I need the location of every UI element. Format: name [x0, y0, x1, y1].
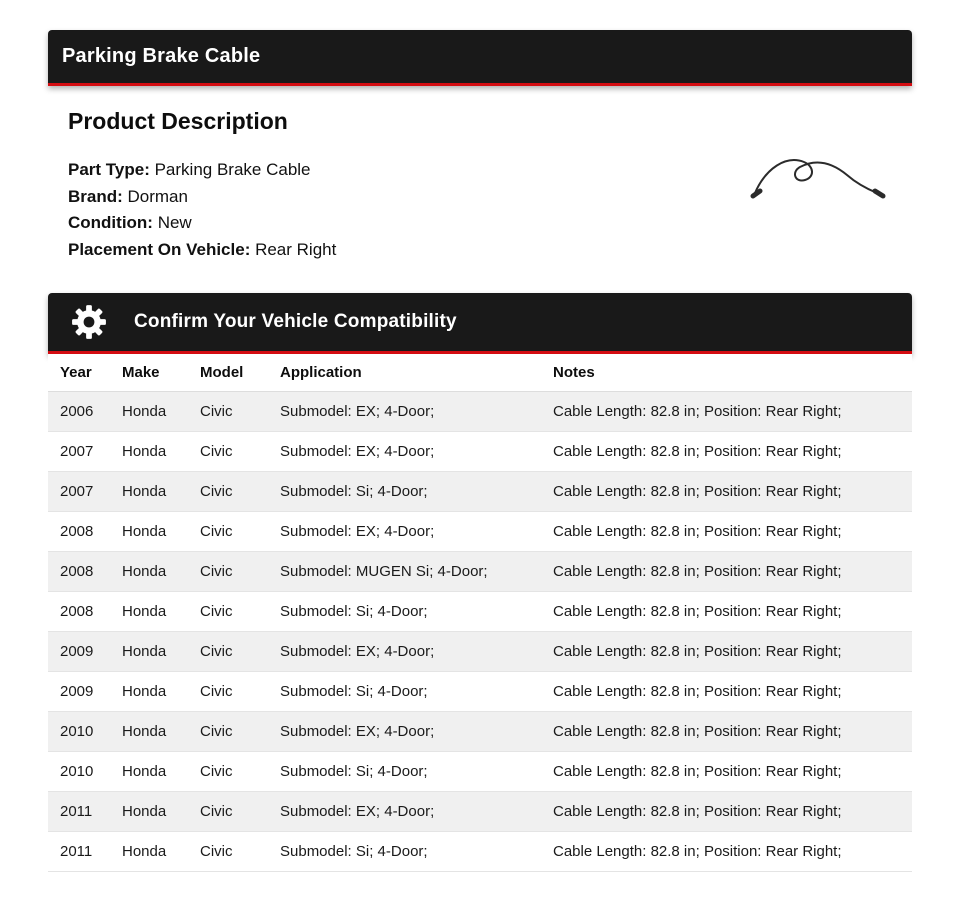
table-row [48, 832, 912, 872]
description-section [48, 30, 912, 263]
table-cell: Civic [188, 592, 268, 632]
table-header-row [48, 354, 912, 392]
table-cell: Cable Length: 82.8 in; Position: Rear Right; [541, 432, 912, 472]
table-cell: Civic [188, 432, 268, 472]
table-row [48, 472, 912, 512]
cable-line-art-icon [748, 146, 888, 212]
column-header: Model [188, 354, 268, 392]
table-cell: Honda [110, 512, 188, 552]
gear-icon [70, 303, 108, 341]
table-cell: 2009 [48, 632, 110, 672]
table-cell: Submodel: EX; 4-Door; [268, 632, 541, 672]
table-cell: 2008 [48, 592, 110, 632]
table-cell: 2007 [48, 472, 110, 512]
product-field [68, 210, 912, 237]
table-cell: 2010 [48, 712, 110, 752]
table-cell: Submodel: EX; 4-Door; [268, 792, 541, 832]
column-header: Make [110, 354, 188, 392]
product-field-value: Rear Right [255, 239, 337, 259]
table-cell: Civic [188, 552, 268, 592]
title-bar [48, 30, 912, 86]
product-field-label: Condition: [68, 213, 158, 232]
table-cell: Submodel: Si; 4-Door; [268, 832, 541, 872]
table-row [48, 792, 912, 832]
table-cell: 2008 [48, 552, 110, 592]
table-cell: Civic [188, 712, 268, 752]
product-field-label: Placement On Vehicle: [68, 239, 256, 259]
table-cell: Submodel: Si; 4-Door; [268, 672, 541, 712]
table-cell: 2011 [48, 832, 110, 872]
product-field [68, 237, 912, 264]
table-cell: Honda [110, 432, 188, 472]
product-field-label: Brand: [68, 186, 128, 206]
table-row [48, 432, 912, 472]
column-header: Notes [541, 354, 912, 392]
table-row [48, 592, 912, 632]
table-cell: Cable Length: 82.8 in; Position: Rear Right; [541, 632, 912, 672]
table-cell: Submodel: EX; 4-Door; [268, 712, 541, 752]
table-cell: 2008 [48, 512, 110, 552]
table-cell: Cable Length: 82.8 in; Position: Rear Right; [541, 592, 912, 632]
table-cell: Civic [188, 672, 268, 712]
table-cell: Submodel: MUGEN Si; 4-Door; [268, 552, 541, 592]
table-cell: Civic [188, 832, 268, 872]
column-header: Application [268, 354, 541, 392]
table-cell: Civic [188, 472, 268, 512]
page-title: Parking Brake Cable [62, 45, 261, 67]
table-cell: Civic [188, 632, 268, 672]
table-cell: Cable Length: 82.8 in; Position: Rear Right; [541, 552, 912, 592]
table-cell: Cable Length: 82.8 in; Position: Rear Right; [541, 472, 912, 512]
table-cell: 2009 [48, 672, 110, 712]
table-cell: Civic [188, 512, 268, 552]
table-cell: Honda [110, 392, 188, 432]
table-cell: Honda [110, 832, 188, 872]
table-cell: Cable Length: 82.8 in; Position: Rear Right; [541, 512, 912, 552]
table-cell: Honda [110, 672, 188, 712]
product-field-label: Part Type: [68, 160, 155, 179]
table-cell: Cable Length: 82.8 in; Position: Rear Right; [541, 392, 912, 432]
table-cell: Submodel: Si; 4-Door; [268, 472, 541, 512]
table-cell: Honda [110, 592, 188, 632]
table-cell: Honda [110, 632, 188, 672]
table-cell: 2011 [48, 792, 110, 832]
table-cell: Honda [110, 472, 188, 512]
table-cell: Honda [110, 792, 188, 832]
table-cell: Honda [110, 712, 188, 752]
table-cell: Submodel: Si; 4-Door; [268, 592, 541, 632]
compatibility-table [48, 354, 912, 872]
product-field-value: New [157, 213, 192, 232]
table-cell: Submodel: EX; 4-Door; [268, 432, 541, 472]
description-heading: Product Description [68, 108, 288, 134]
table-cell: Cable Length: 82.8 in; Position: Rear Right; [541, 712, 912, 752]
compatibility-heading: Confirm Your Vehicle Compatibility [134, 311, 457, 332]
table-cell: 2006 [48, 392, 110, 432]
compatibility-section [48, 293, 912, 872]
column-header: Year [48, 354, 110, 392]
description-body [48, 108, 912, 263]
table-cell: 2007 [48, 432, 110, 472]
table-cell: Civic [188, 792, 268, 832]
table-row [48, 632, 912, 672]
table-body [48, 392, 912, 872]
table-cell: Cable Length: 82.8 in; Position: Rear Right; [541, 832, 912, 872]
table-cell: Cable Length: 82.8 in; Position: Rear Right; [541, 672, 912, 712]
product-field-value: Parking Brake Cable [154, 160, 311, 179]
table-cell: Honda [110, 752, 188, 792]
table-row [48, 552, 912, 592]
table-cell: Cable Length: 82.8 in; Position: Rear Right; [541, 792, 912, 832]
table-cell: Civic [188, 752, 268, 792]
table-cell: Honda [110, 552, 188, 592]
table-row [48, 672, 912, 712]
table-cell: Submodel: Si; 4-Door; [268, 752, 541, 792]
table-cell: 2010 [48, 752, 110, 792]
table-cell: Submodel: EX; 4-Door; [268, 512, 541, 552]
table-cell: Cable Length: 82.8 in; Position: Rear Right; [541, 752, 912, 792]
table-row [48, 752, 912, 792]
table-cell: Submodel: EX; 4-Door; [268, 392, 541, 432]
table-row [48, 712, 912, 752]
table-row [48, 512, 912, 552]
product-field-value: Dorman [127, 186, 188, 206]
table-row [48, 392, 912, 432]
table-cell: Civic [188, 392, 268, 432]
compatibility-bar [48, 293, 912, 354]
